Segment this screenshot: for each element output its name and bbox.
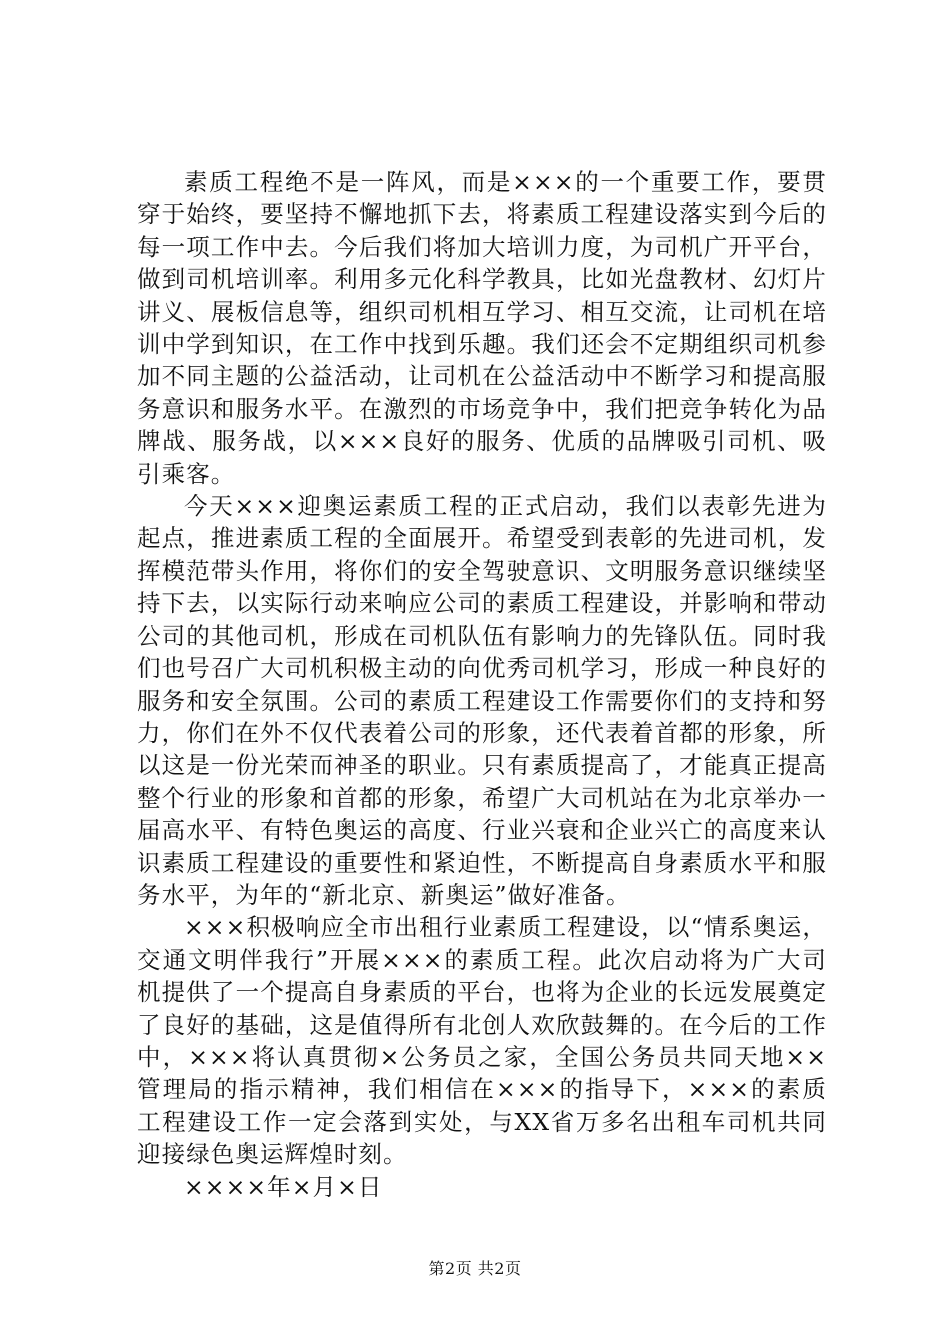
page-number-footer: 第2页 共2页: [428, 1259, 522, 1278]
paragraph-2: 今天×××迎奥运素质工程的正式启动，我们以表彰先进为起点，推进素质工程的全面展开。希望受到表彰的先进司机，发挥模范带头作用，将你们的安全驾驶意识、文明服务意识继续坚持下去，以实际行动来响应公司的素质工程建设，并影响和带动公司的其他司机，形成在司机队伍有影响力的先锋队伍。同时我们也号召广大司机积极主动的向优秀司机学习，形成一种良好的服务和安全氛围。公司的素质工程建设工作需要你们的支持和努力，你们在外不仅代表着公司的形象，还代表着首都的形象，所以这是一份光荣而神圣的职业。只有素质提高了，才能真正提高整个行业的形象和首都的形象，希望广大司机站在为北京举办一届高水平、有特色奥运的高度、行业兴衰和企业兴亡的高度来认识素质工程建设的重要性和紧迫性，不断提高自身素质水平和服务水平，为年的“新北京、新奥运”做好准备。: [137, 492, 827, 909]
paragraph-1: 素质工程绝不是一阵风，而是×××的一个重要工作，要贯穿于始终，要坚持不懈地抓下去，将素质工程建设落实到今后的每一项工作中去。今后我们将加大培训力度，为司机广开平台，做到司机培训率。利用多元化科学教具，比如光盘教材、幻灯片讲义、展板信息等，组织司机相互学习、相互交流，让司机在培训中学到知识，在工作中找到乐趣。我们还会不定期组织司机参加不同主题的公益活动，让司机在公益活动中不断学习和提高服务意识和服务水平。在激烈的市场竞争中，我们把竞争转化为品牌战、服务战，以×××良好的服务、优质的品牌吸引司机、吸引乘客。: [137, 168, 827, 488]
signature-date: ××××年×月×日: [184, 1172, 383, 1201]
paragraph-3: ×××积极响应全市出租行业素质工程建设，以“情系奥运，交通文明伴我行”开展×××的素质工程。此次启动将为广大司机提供了一个提高自身素质的平台，也将为企业的长远发展奠定了良好的基础，这是值得所有北创人欢欣鼓舞的。在今后的工作中，×××将认真贯彻×公务员之家，全国公务员共同天地××管理局的指示精神，我们相信在×××的指导下，×××的素质工程建设工作一定会落到实处，与XX省万多名出租车司机共同迎接绿色奥运辉煌时刻。: [137, 913, 827, 1169]
document-body: [137, 166, 827, 1203]
